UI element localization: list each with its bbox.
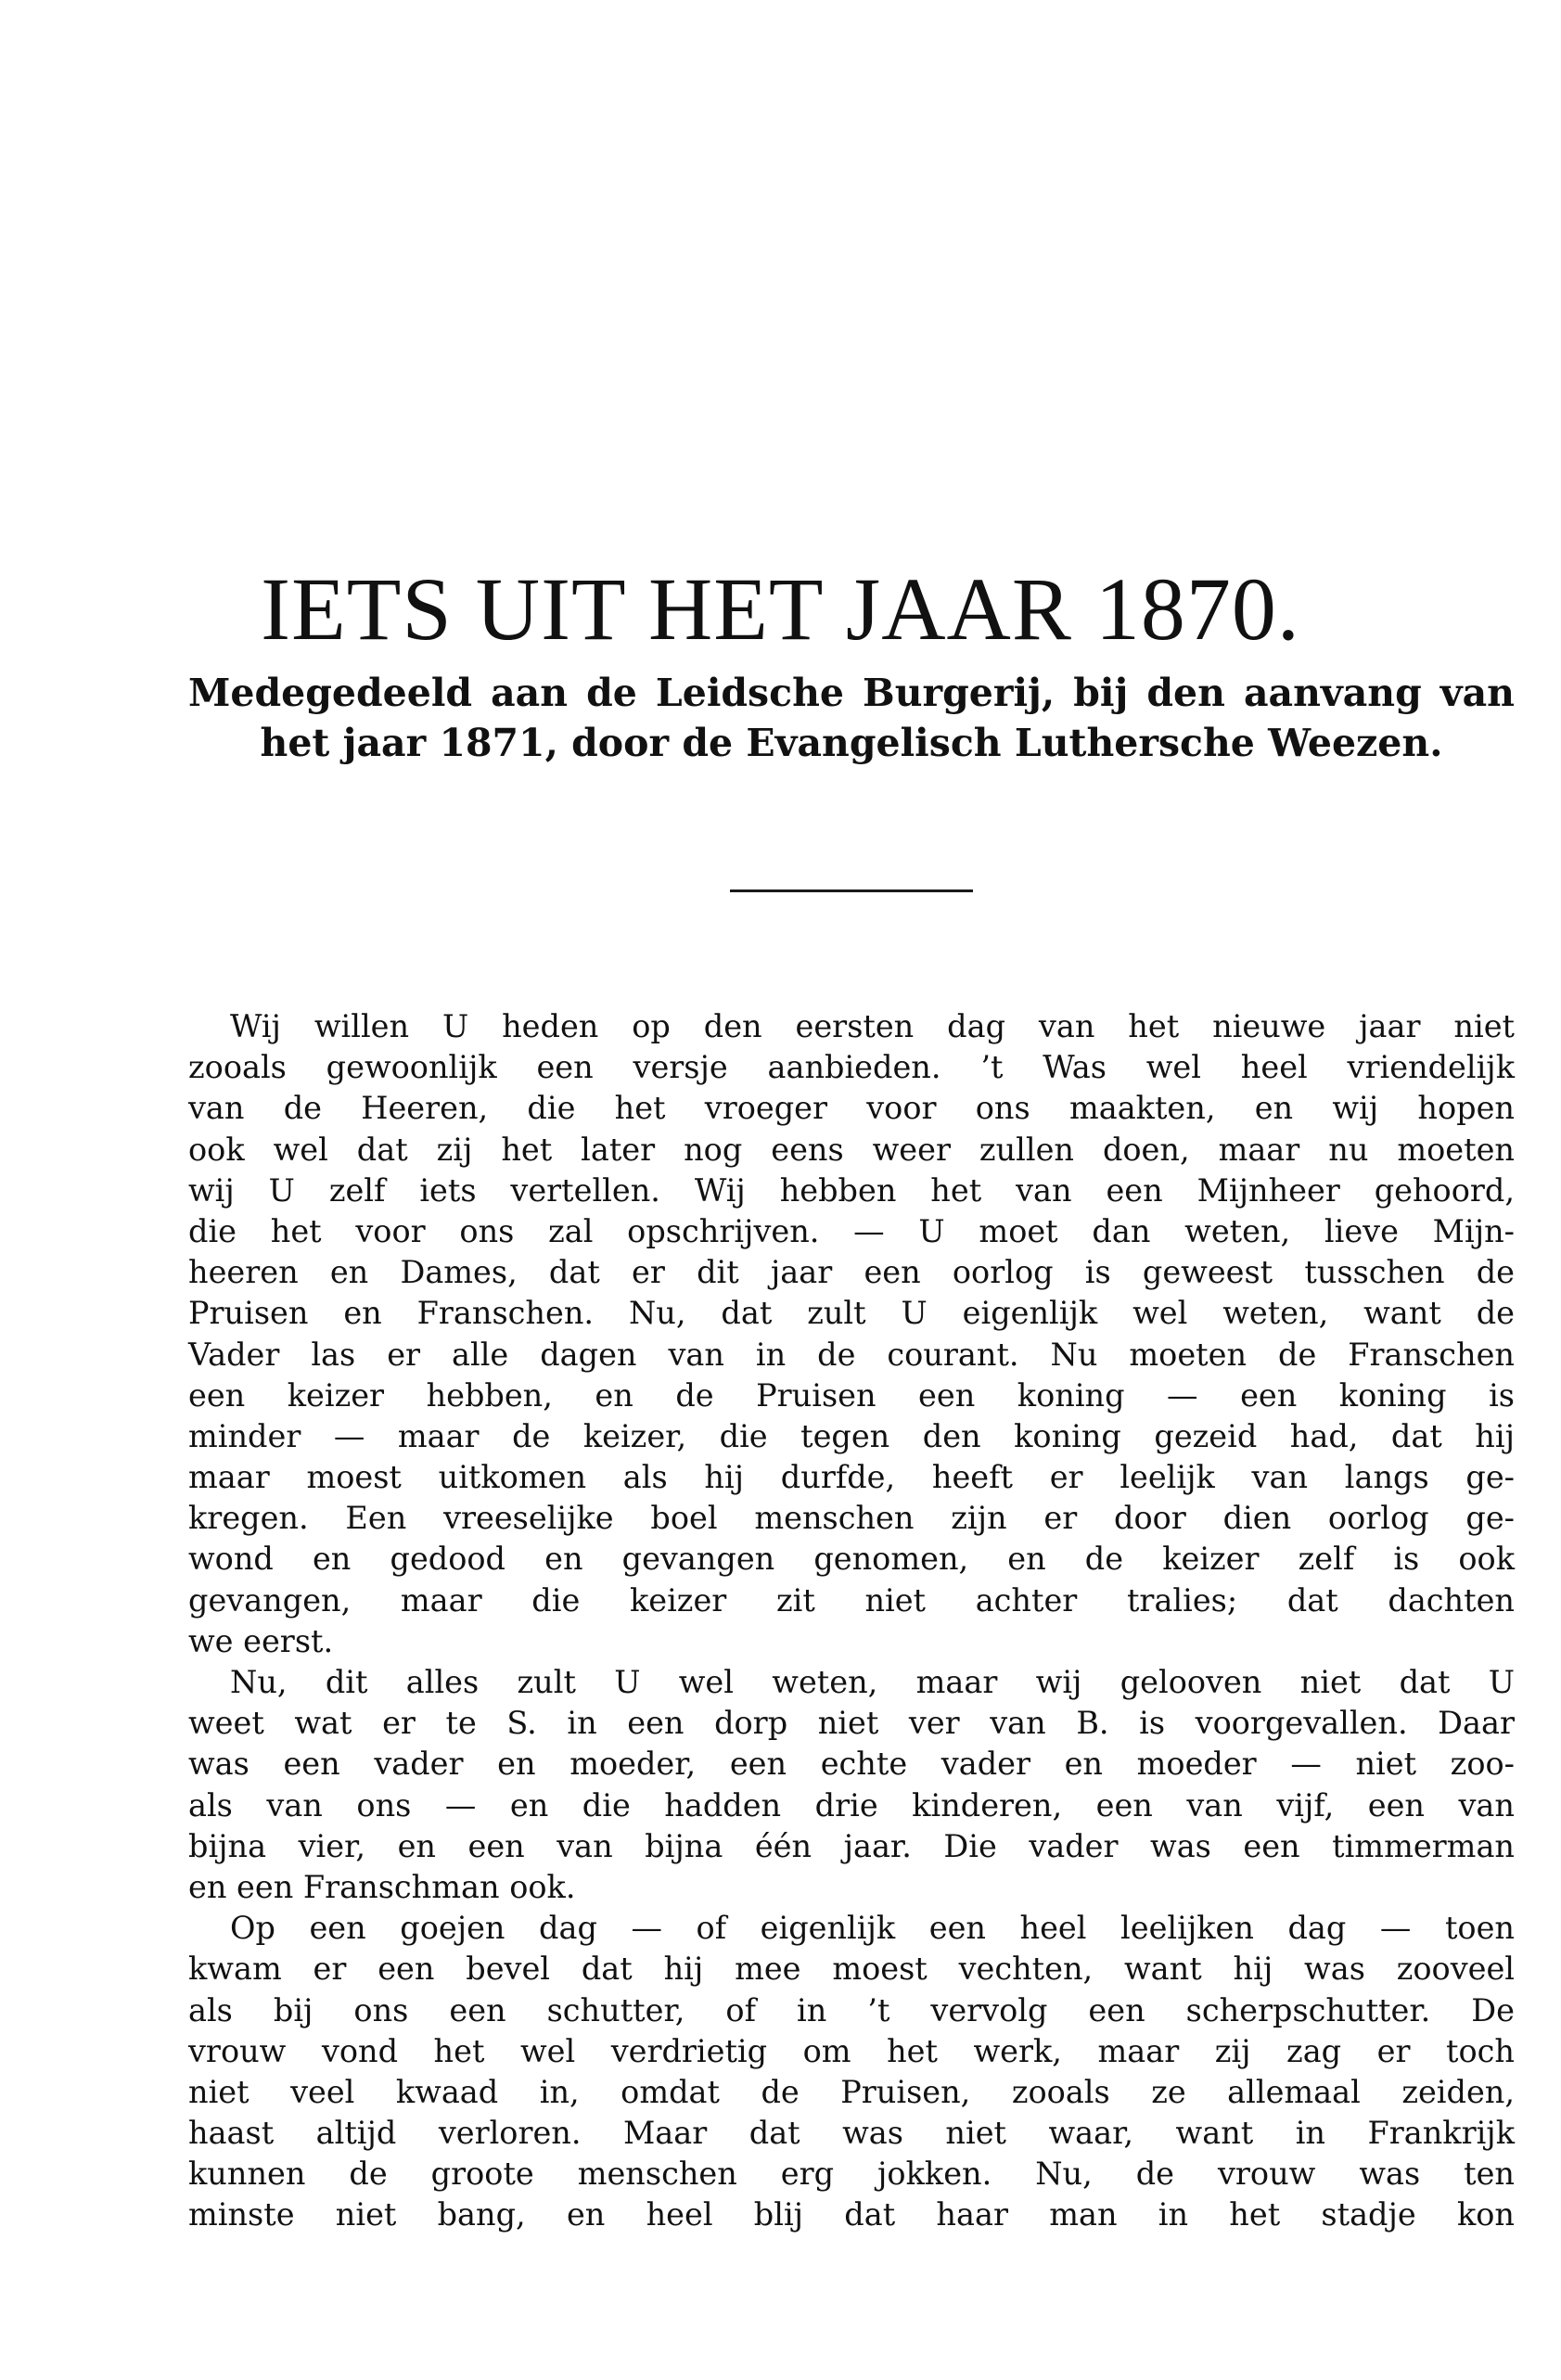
- text-line: Nu, dit alles zult U wel weten, maar wij gelooven niet dat U: [230, 1664, 1515, 1700]
- text-line: vrouw vond het wel verdrietig om het werk, maar zij zag er toch: [188, 2032, 1515, 2069]
- text-line: weet wat er te S. in een dorp niet ver van B. is voorgevallen. Daar: [188, 1705, 1515, 1742]
- text-line: bijna vier, en een van bijna één jaar. Die vader was een timmerman: [188, 1827, 1515, 1864]
- text-line: minste niet bang, en heel blij dat haar man in het stadje kon: [188, 2196, 1515, 2233]
- text-line: gevangen, maar die keizer zit niet achter tralies; dat dachten: [188, 1581, 1515, 1619]
- text-line: was een vader en moeder, een echte vader en moeder — niet zoo-: [188, 1746, 1515, 1783]
- text-line: we eerst.: [188, 1622, 334, 1659]
- subtitle-line: het jaar 1871, door de Evangelisch Luthersche Weezen.: [260, 721, 1443, 765]
- text-line: haast altijd verloren. Maar dat was niet waar, want in Frankrijk: [188, 2115, 1515, 2152]
- body-text: [188, 1006, 1515, 2236]
- text-line: wond en gedood en gevangen genomen, en de keizer zelf is ook: [188, 1541, 1515, 1578]
- text-line: zooals gewoonlijk een versje aanbieden. ’t Was wel heel vriendelijk: [188, 1049, 1515, 1086]
- subtitle-line: Medegedeeld aan de Leidsche Burgerij, bij den aanvang van: [188, 671, 1515, 715]
- page-title: IETS UIT HET JAAR 1870.: [261, 559, 1300, 659]
- text-line: wij U zelf iets vertellen. Wij hebben het van een Mijnheer gehoord,: [188, 1171, 1515, 1209]
- text-line: Op een goejen dag — of eigenlijk een heel leelijken dag — toen: [230, 1910, 1515, 1947]
- text-line: kwam er een bevel dat hij mee moest vechten, want hij was zooveel: [188, 1951, 1515, 1988]
- text-line: niet veel kwaad in, omdat de Pruisen, zooals ze allemaal zeiden,: [188, 2073, 1515, 2110]
- text-line: kregen. Een vreeselijke boel menschen zijn er door dien oorlog ge-: [188, 1500, 1515, 1537]
- text-line: van de Heeren, die het vroeger voor ons maakten, en wij hopen: [188, 1090, 1515, 1127]
- text-line: als bij ons een schutter, of in ’t vervolg een scherpschutter. De: [188, 1991, 1515, 2028]
- text-line: en een Franschman ook.: [188, 1868, 576, 1905]
- text-line: maar moest uitkomen als hij durfde, heeft er leelijk van langs ge-: [188, 1459, 1515, 1496]
- text-line: heeren en Dames, dat er dit jaar een oorlog is geweest tusschen de: [188, 1254, 1515, 1291]
- text-line: minder — maar de keizer, die tegen den koning gezeid had, dat hij: [188, 1417, 1515, 1454]
- text-line: een keizer hebben, en de Pruisen een koning — een koning is: [188, 1376, 1515, 1414]
- text-line: Pruisen en Franschen. Nu, dat zult U eigenlijk wel weten, want de: [188, 1295, 1515, 1332]
- subtitle: [188, 668, 1515, 768]
- text-line: Wij willen U heden op den eersten dag van het nieuwe jaar niet: [230, 1008, 1515, 1044]
- text-line: kunnen de groote menschen erg jokken. Nu, de vrouw was ten: [188, 2156, 1515, 2193]
- text-line: Vader las er alle dagen van in de courant. Nu moeten de Franschen: [188, 1336, 1515, 1373]
- text-line: ook wel dat zij het later nog eens weer zullen doen, maar nu moeten: [188, 1131, 1515, 1168]
- text-line: als van ons — en die hadden drie kinderen, een van vijf, een van: [188, 1786, 1515, 1823]
- divider-rule: [730, 889, 973, 892]
- text-line: die het voor ons zal opschrijven. — U moet dan weten, lieve Mijn-: [188, 1212, 1515, 1249]
